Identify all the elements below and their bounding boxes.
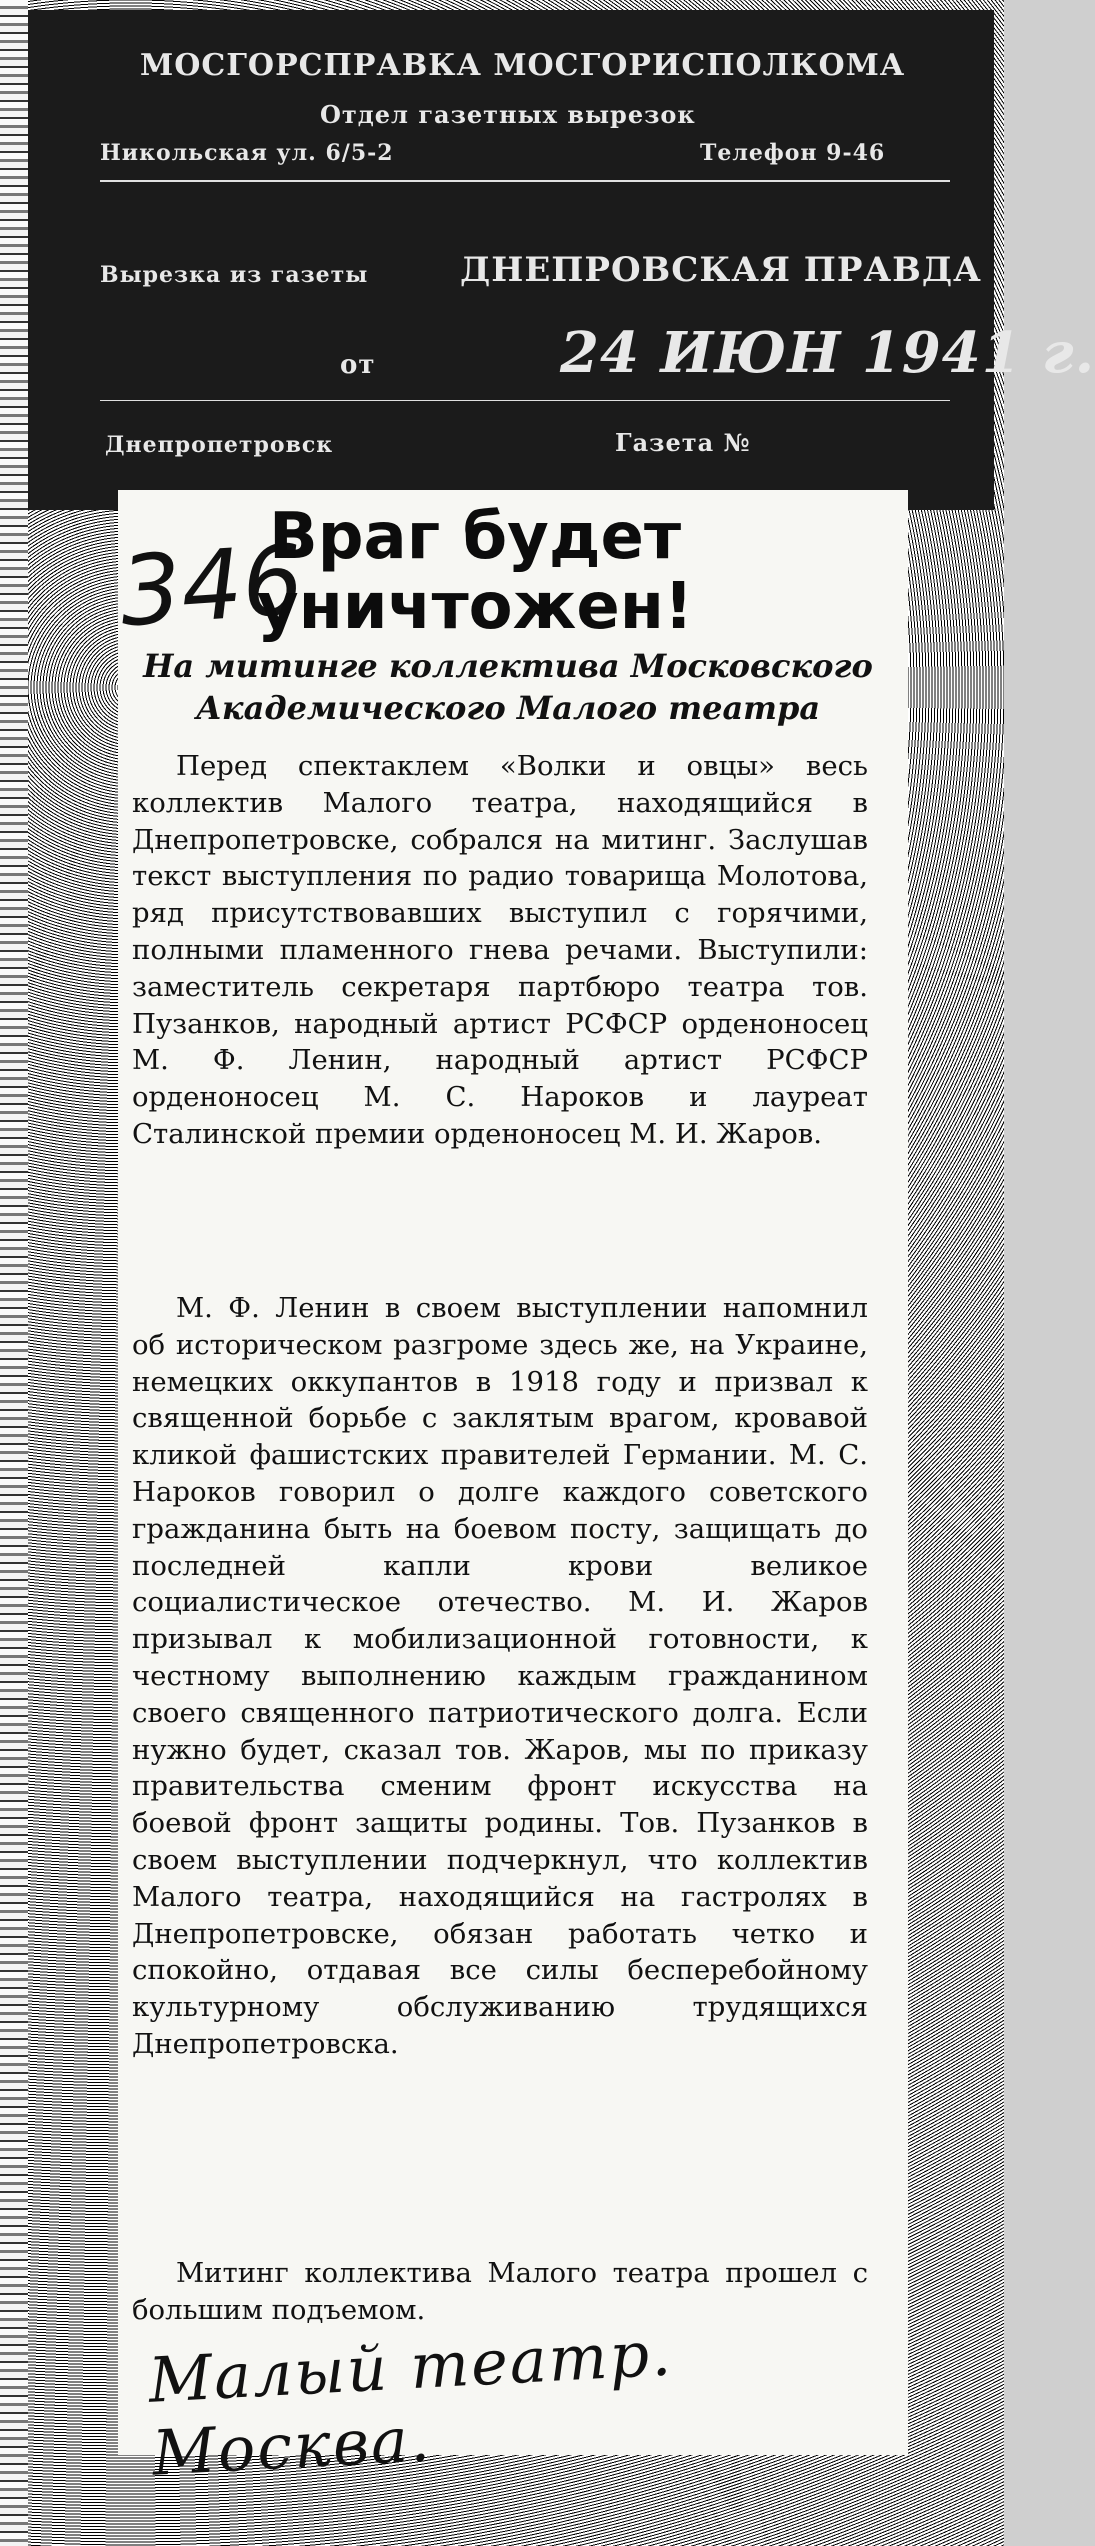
stamp-from-label: от xyxy=(340,350,376,380)
stamp-phone-line: Телефон 9-46 xyxy=(700,140,886,166)
stamp-address-line: Никольская ул. 6/5-2 xyxy=(100,140,394,166)
stamp-source-label: Вырезка из газеты xyxy=(100,262,369,288)
subhead-line-1: На митинге коллектива Московского xyxy=(143,647,873,685)
stamp-date: 24 ИЮН 1941 г. xyxy=(560,320,1095,386)
headline-line-1: Враг будет xyxy=(268,500,682,574)
stamp-dept-line: Отдел газетных вырезок xyxy=(320,100,696,129)
article-paragraph-1: Перед спектаклем «Волки и овцы» весь коллектив Малого театра, находящийся в Днепропетровске, собрался на митинг. Заслушав текст выступления по радио товарища Молотова, ряд присутствовавших выступил с горячими, полными пламенного гнева речами. Выступили: заместитель секретаря партбюро театра тов. Пузанков, народный артист РСФСР орденоносец М. Ф. Ленин, народный артист РСФСР орденоносец М. С. Нароков и лауреат Сталинской премии орденоносец М. И. Жаров. xyxy=(132,750,868,1150)
torn-edge xyxy=(0,0,28,2546)
stamp-newspaper: ДНЕПРОВСКАЯ ПРАВДА xyxy=(460,250,982,290)
stamp-rule xyxy=(100,180,950,182)
stamp-rule-2 xyxy=(100,400,950,401)
article-paragraph-2: М. Ф. Ленин в своем выступлении напомнил об историческом разгроме здесь же, на Украине, немецких оккупантов в 1918 году и призвал к священной борьбе с заклятым врагом, кровавой кликой фашистских правителей Германии. М. С. Нароков говорил о долге каждого советского гражданина быть на боевом посту, защищать до последней капли крови великое социалистическое отечество. М. И. Жаров призывал к мобилизационной готовности, к честному выполнению каждым гражданином своего священного патриотического долга. Если нужно будет, сказал тов. Жаров, мы по приказу правительства сменим фронт искусства на боевой фронт защиты родины. Тов. Пузанков в своем выступлении подчеркнул, что коллектив Малого театра, находящийся на гастролях в Днепропетровске, обязан работать четко и спокойно, отдавая все силы бесперебойному культурному обслуживанию трудящихся Днепропетровска. xyxy=(132,1292,868,2060)
stamp-city: Днепропетровск xyxy=(105,432,334,458)
article-paragraph-3: Митинг коллектива Малого театра прошел с большим подъемом. xyxy=(132,2257,868,2326)
archive-number-handwritten: 346 xyxy=(116,523,307,649)
handwritten-note: Малый театр. Москва. xyxy=(146,2316,675,2490)
stamp-issue-label: Газета № xyxy=(615,428,751,457)
stamp-org-line: МОСГОРСПРАВКА МОСГОРИСПОЛКОМА xyxy=(140,48,906,83)
headline-line-2: уничтожен! xyxy=(256,570,694,644)
subhead-line-2: Академического Малого театра xyxy=(195,689,821,727)
